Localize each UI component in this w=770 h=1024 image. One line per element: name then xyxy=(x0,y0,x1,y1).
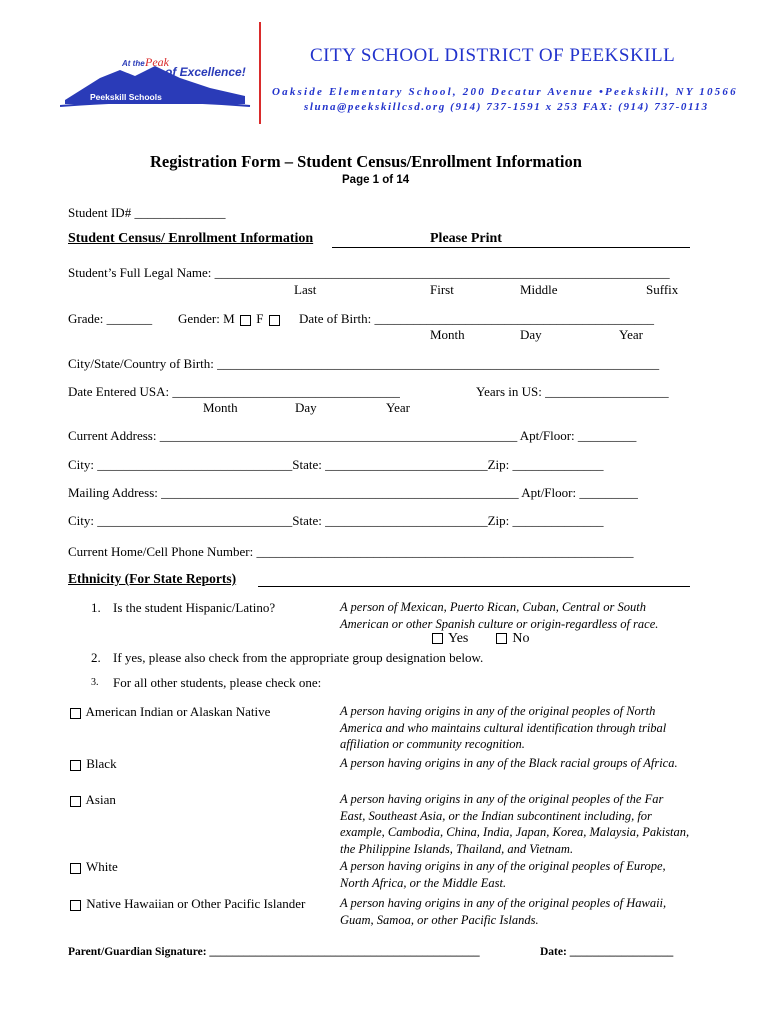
race-option-black xyxy=(68,756,117,772)
school-address: Oakside Elementary School, 200 Decatur Avenue •Peekskill, NY 10566 xyxy=(272,86,738,98)
page-number: Page 1 of 14 xyxy=(342,174,410,186)
asian-label: Asian xyxy=(85,792,116,807)
date-entered-usa-field[interactable]: Date Entered USA: ___________________________________ xyxy=(68,384,400,399)
q1-number: 1. xyxy=(91,600,101,615)
years-in-us-field[interactable]: Years in US: ___________________ xyxy=(476,384,669,399)
asian-checkbox[interactable] xyxy=(70,796,81,807)
gender-m-checkbox[interactable] xyxy=(240,315,251,326)
dob-part-year: Year xyxy=(619,327,643,342)
white-label: White xyxy=(86,859,118,874)
white-description: A person having origins in any of the original peoples of Europe, North Africa, or the Middle East. xyxy=(340,859,666,890)
q2-text: If yes, please also check from the appropriate group designation below. xyxy=(113,650,484,665)
mailing-address-field[interactable]: Mailing Address: _______________________________________________________ Apt/Floor: _________ xyxy=(68,485,638,500)
logo-text-schools: Peekskill Schools xyxy=(90,92,162,102)
logo-text-at-the: At the xyxy=(122,59,145,68)
hispanic-answer xyxy=(430,631,529,647)
race-option-asian xyxy=(68,792,116,808)
race-option-white xyxy=(68,859,118,875)
dob-part-month: Month xyxy=(430,327,465,342)
usa-part-day: Day xyxy=(295,400,317,415)
race-option-pacific-islander xyxy=(68,896,305,912)
yes-label: Yes xyxy=(447,631,469,646)
current-address-field[interactable]: Current Address: _______________________________________________________ Apt/Floor: _________ xyxy=(68,428,637,443)
gender-label: Gender: M xyxy=(178,311,235,326)
grade-field[interactable]: Grade: _______ xyxy=(68,311,153,326)
usa-part-year: Year xyxy=(386,400,410,415)
section-census-heading xyxy=(68,231,690,248)
please-print-text: Please Print xyxy=(430,231,502,246)
race-option-american-indian xyxy=(68,704,270,720)
legal-name-field[interactable]: Student’s Full Legal Name: ______________________________________________________________________ xyxy=(68,265,670,280)
q1-text: Is the student Hispanic/Latino? xyxy=(113,600,276,615)
pacific-islander-checkbox[interactable] xyxy=(70,900,81,911)
header-divider xyxy=(259,22,261,124)
name-part-last: Last xyxy=(294,282,317,297)
no-label: No xyxy=(512,631,530,646)
dob-part-day: Day xyxy=(520,327,542,342)
american-indian-label: American Indian or Alaskan Native xyxy=(85,704,271,719)
q3-text: For all other students, please check one: xyxy=(113,675,322,690)
pacific-islander-label: Native Hawaiian or Other Pacific Islander xyxy=(86,896,306,911)
q2-number: 2. xyxy=(91,650,101,665)
signature-field[interactable]: Parent/Guardian Signature: _______________________________________________ xyxy=(68,946,480,958)
yes-checkbox[interactable] xyxy=(432,633,443,644)
name-part-suffix: Suffix xyxy=(646,282,679,297)
school-contact: sluna@peekskillcsd.org (914) 737-1591 x 253 FAX: (914) 737-0113 xyxy=(304,101,709,113)
black-description: A person having origins in any of the Black racial groups of Africa. xyxy=(340,756,678,770)
american-indian-description: A person having origins in any of the original peoples of North America and who maintains cultural identification through tribal affiliation or community recognition. xyxy=(340,704,667,751)
phone-field[interactable]: Current Home/Cell Phone Number: __________________________________________________________ xyxy=(68,544,634,559)
q1-description: A person of Mexican, Puerto Rican, Cuban, Central or South American or other Spanish culture or origin-regardless of race. xyxy=(340,600,659,631)
census-heading-text: Student Census/ Enrollment Information xyxy=(68,231,314,246)
district-logo xyxy=(60,48,255,114)
ethnicity-heading-text: Ethnicity (For State Reports) xyxy=(68,571,237,586)
american-indian-checkbox[interactable] xyxy=(70,708,81,719)
dob-field[interactable]: Date of Birth: ___________________________________________ xyxy=(299,311,654,326)
logo-text-peak: Peak xyxy=(145,55,169,69)
q3-number: 3. xyxy=(91,677,99,688)
city-state-zip-field-1[interactable]: City: ______________________________State: _________________________Zip: ______________ xyxy=(68,457,604,472)
black-label: Black xyxy=(86,756,117,771)
birthplace-field[interactable]: City/State/Country of Birth: ____________________________________________________________________ xyxy=(68,356,660,371)
name-part-middle: Middle xyxy=(520,282,558,297)
date-field[interactable]: Date: __________________ xyxy=(540,946,674,958)
section-ethnicity-heading xyxy=(68,571,690,587)
gender-f-checkbox[interactable] xyxy=(269,315,280,326)
usa-part-month: Month xyxy=(203,400,238,415)
pacific-islander-description: A person having origins in any of the original peoples of Hawaii, Guam, Samoa, or other Pacific Islands. xyxy=(340,896,667,927)
gender-f-label: F xyxy=(256,311,264,326)
black-checkbox[interactable] xyxy=(70,760,81,771)
district-name: CITY SCHOOL DISTRICT OF PEEKSKILL xyxy=(310,45,676,66)
student-id-field[interactable]: Student ID# ______________ xyxy=(68,205,226,220)
name-part-first: First xyxy=(430,282,454,297)
form-title: Registration Form – Student Census/Enrollment Information xyxy=(150,152,582,171)
logo-text-excellence: of Excellence! xyxy=(165,65,246,79)
gender-field xyxy=(178,311,282,327)
no-checkbox[interactable] xyxy=(496,633,507,644)
city-state-zip-field-2[interactable]: City: ______________________________State: _________________________Zip: ______________ xyxy=(68,513,604,528)
asian-description: A person having origins in any of the original peoples of the Far East, Southeast Asia, or the Indian subcontinent including, for example, Cambodia, China, India, Japan, Korea, Malaysia, Pakistan, the Philippine Islands, Thailand, and Vietnam. xyxy=(340,792,690,856)
white-checkbox[interactable] xyxy=(70,863,81,874)
